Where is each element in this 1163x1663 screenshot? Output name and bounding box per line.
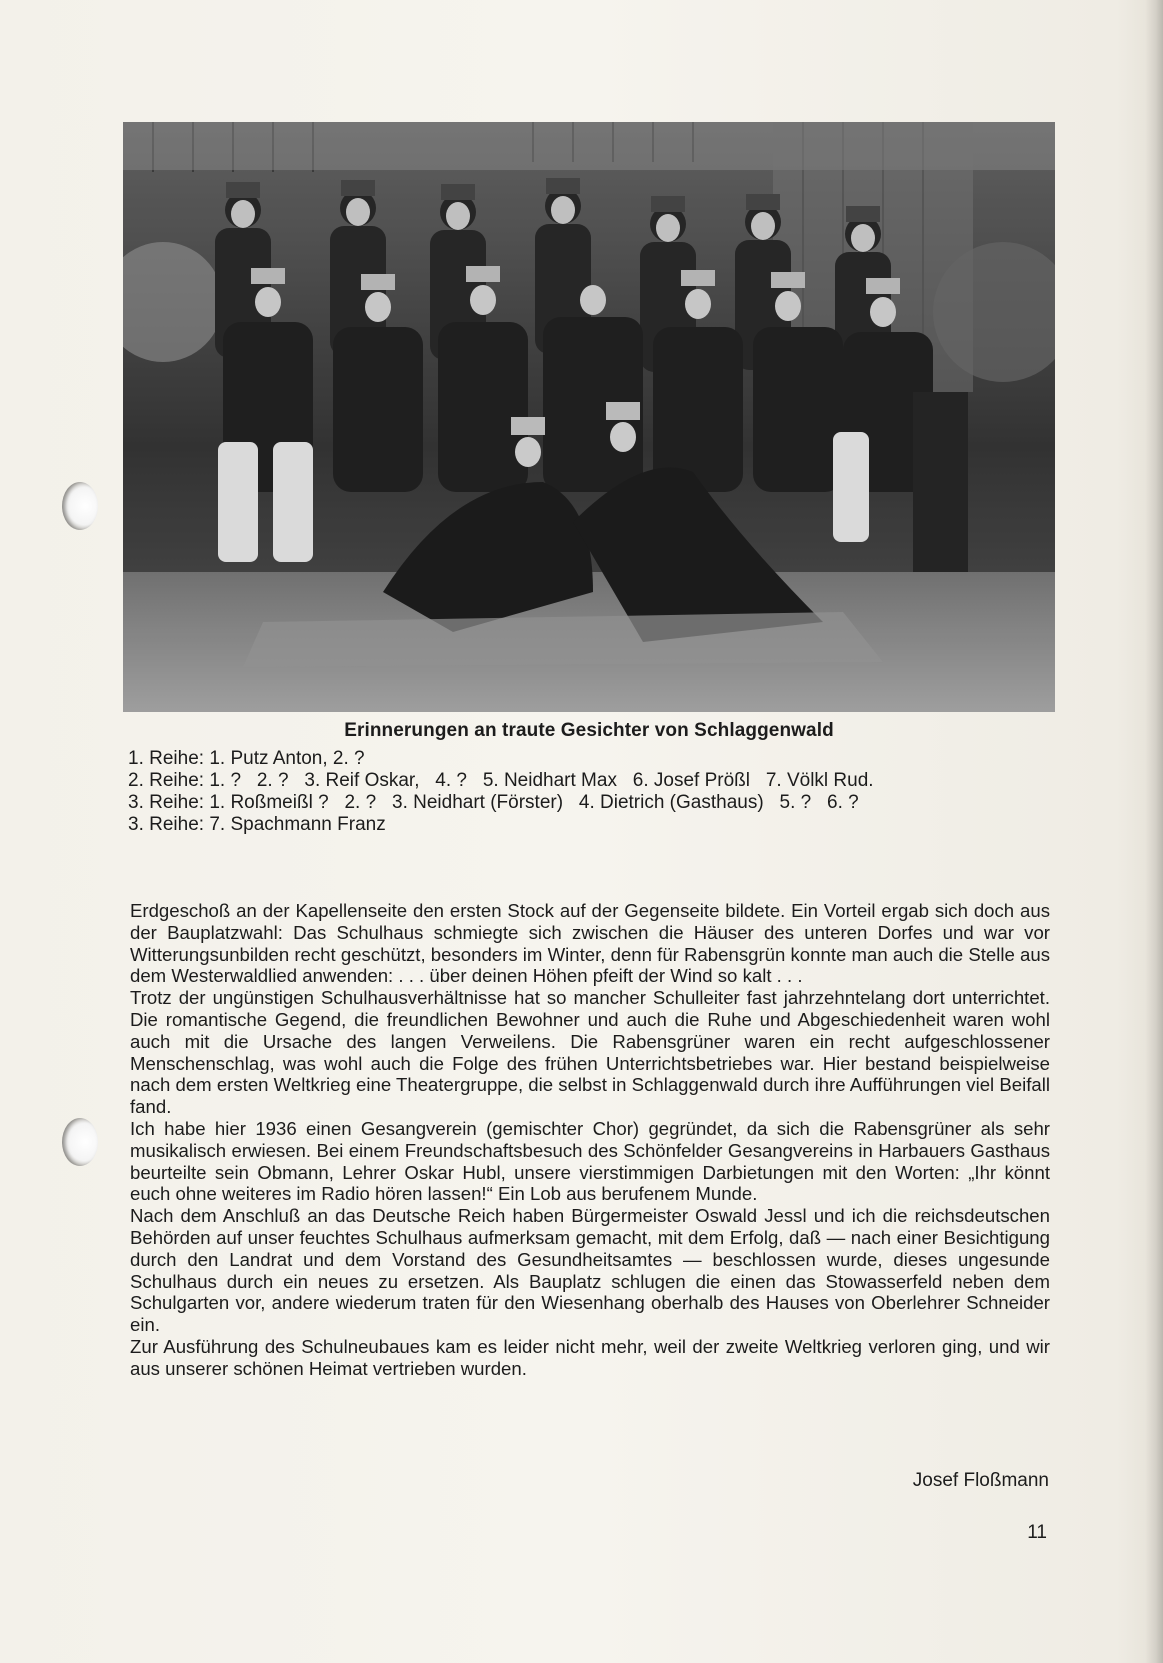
- name-row-3: 3. Reihe: 1. Roßmeißl ? 2. ? 3. Neidhart (Förster) 4. Dietrich (Gasthaus) 5. ? 6. ?: [128, 792, 859, 813]
- paragraph: Trotz der ungünstigen Schulhausverhältnisse hat so mancher Schulleiter fast jahrzehntelang dort unterrichtet. Die romantische Gegend, die freundlichen Bewohner und auch die Ruhe und Abgeschiedenheit waren wohl auch mit die Ursache des langen Verweilens. Die Rabensgrüner waren ein recht aufgeschlossener Menschenschlag, was wohl auch die Folge des frühen Unterrichtsbetriebes war. Hier bestand beispielweise nach dem ersten Weltkrieg eine Theatergruppe, die selbst in Schlaggenwald durch ihre Aufführungen viel Beifall fand.: [130, 987, 1050, 1118]
- punch-hole-bottom: [62, 1118, 98, 1166]
- paragraph: Erdgeschoß an der Kapellenseite den ersten Stock auf der Gegenseite bildete. Ein Vorteil ergab sich doch aus der Bauplatzwahl: Das Schulhaus schmiegte sich zwischen die Häuser des unteren Dorfes und war vor Witterungsunbilden recht geschützt, besonders im Winter, denn für Rabensgrün konnte man auch die Stelle aus dem Westerwaldlied anwenden: . . . über deinen Höhen pfeift der Wind so kalt . . .: [130, 900, 1050, 987]
- article-body: [130, 900, 1050, 1380]
- author-signature: Josef Floßmann: [912, 1470, 1049, 1491]
- paragraph: Zur Ausführung des Schulneubaues kam es leider nicht mehr, weil der zweite Weltkrieg verloren ging, und wir aus unserer schönen Heimat vertrieben wurden.: [130, 1335, 1050, 1379]
- name-row-4: 3. Reihe: 7. Spachmann Franz: [128, 814, 386, 835]
- photo-illustration: [123, 122, 1055, 712]
- name-row-1: 1. Reihe: 1. Putz Anton, 2. ?: [128, 748, 365, 769]
- page-edge-shadow: [1145, 0, 1163, 1663]
- paragraph: Ich habe hier 1936 einen Gesangverein (gemischter Chor) gegründet, da sich die Rabensgrüner als sehr musikalisch erwiesen. Bei einem Freundschaftsbesuch des Schönfelder Gesangvereins in Harbauers Gasthaus beurteilte sein Obmann, Lehrer Oskar Hubl, unsere vierstimmigen Darbietungen mit den Worten: „Ihr könnt euch ohne weiteres im Radio hören lassen!“ Ein Lob aus berufenem Munde.: [130, 1117, 1050, 1205]
- punch-hole-top: [62, 482, 98, 530]
- photo-caption: Erinnerungen an traute Gesichter von Schlaggenwald: [344, 720, 834, 741]
- name-rows: [128, 748, 1058, 836]
- group-portrait-photo: [123, 122, 1055, 712]
- name-row-2: 2. Reihe: 1. ? 2. ? 3. Reif Oskar, 4. ? 5. Neidhart Max 6. Josef Prößl 7. Völkl Rud.: [128, 770, 874, 791]
- paragraph: Nach dem Anschluß an das Deutsche Reich haben Bürgermeister Oswald Jessl und ich die reichsdeutschen Behörden auf unser feuchtes Schulhaus aufmerksam gemacht, mit dem Erfolg, daß — nach einer Besichtigung durch den Landrat und dem Vorstand des Gesundheitsamtes — beschlossen wurde, dieses ungesunde Schulhaus durch ein neues zu ersetzen. Als Bauplatz schlugen die einen das Stowasserfeld neben dem Schulgarten vor, andere wiederum traten für den Wiesenhang oberhalb des Hauses von Oberlehrer Schneider ein.: [130, 1205, 1050, 1336]
- page-number: 11: [1027, 1522, 1047, 1543]
